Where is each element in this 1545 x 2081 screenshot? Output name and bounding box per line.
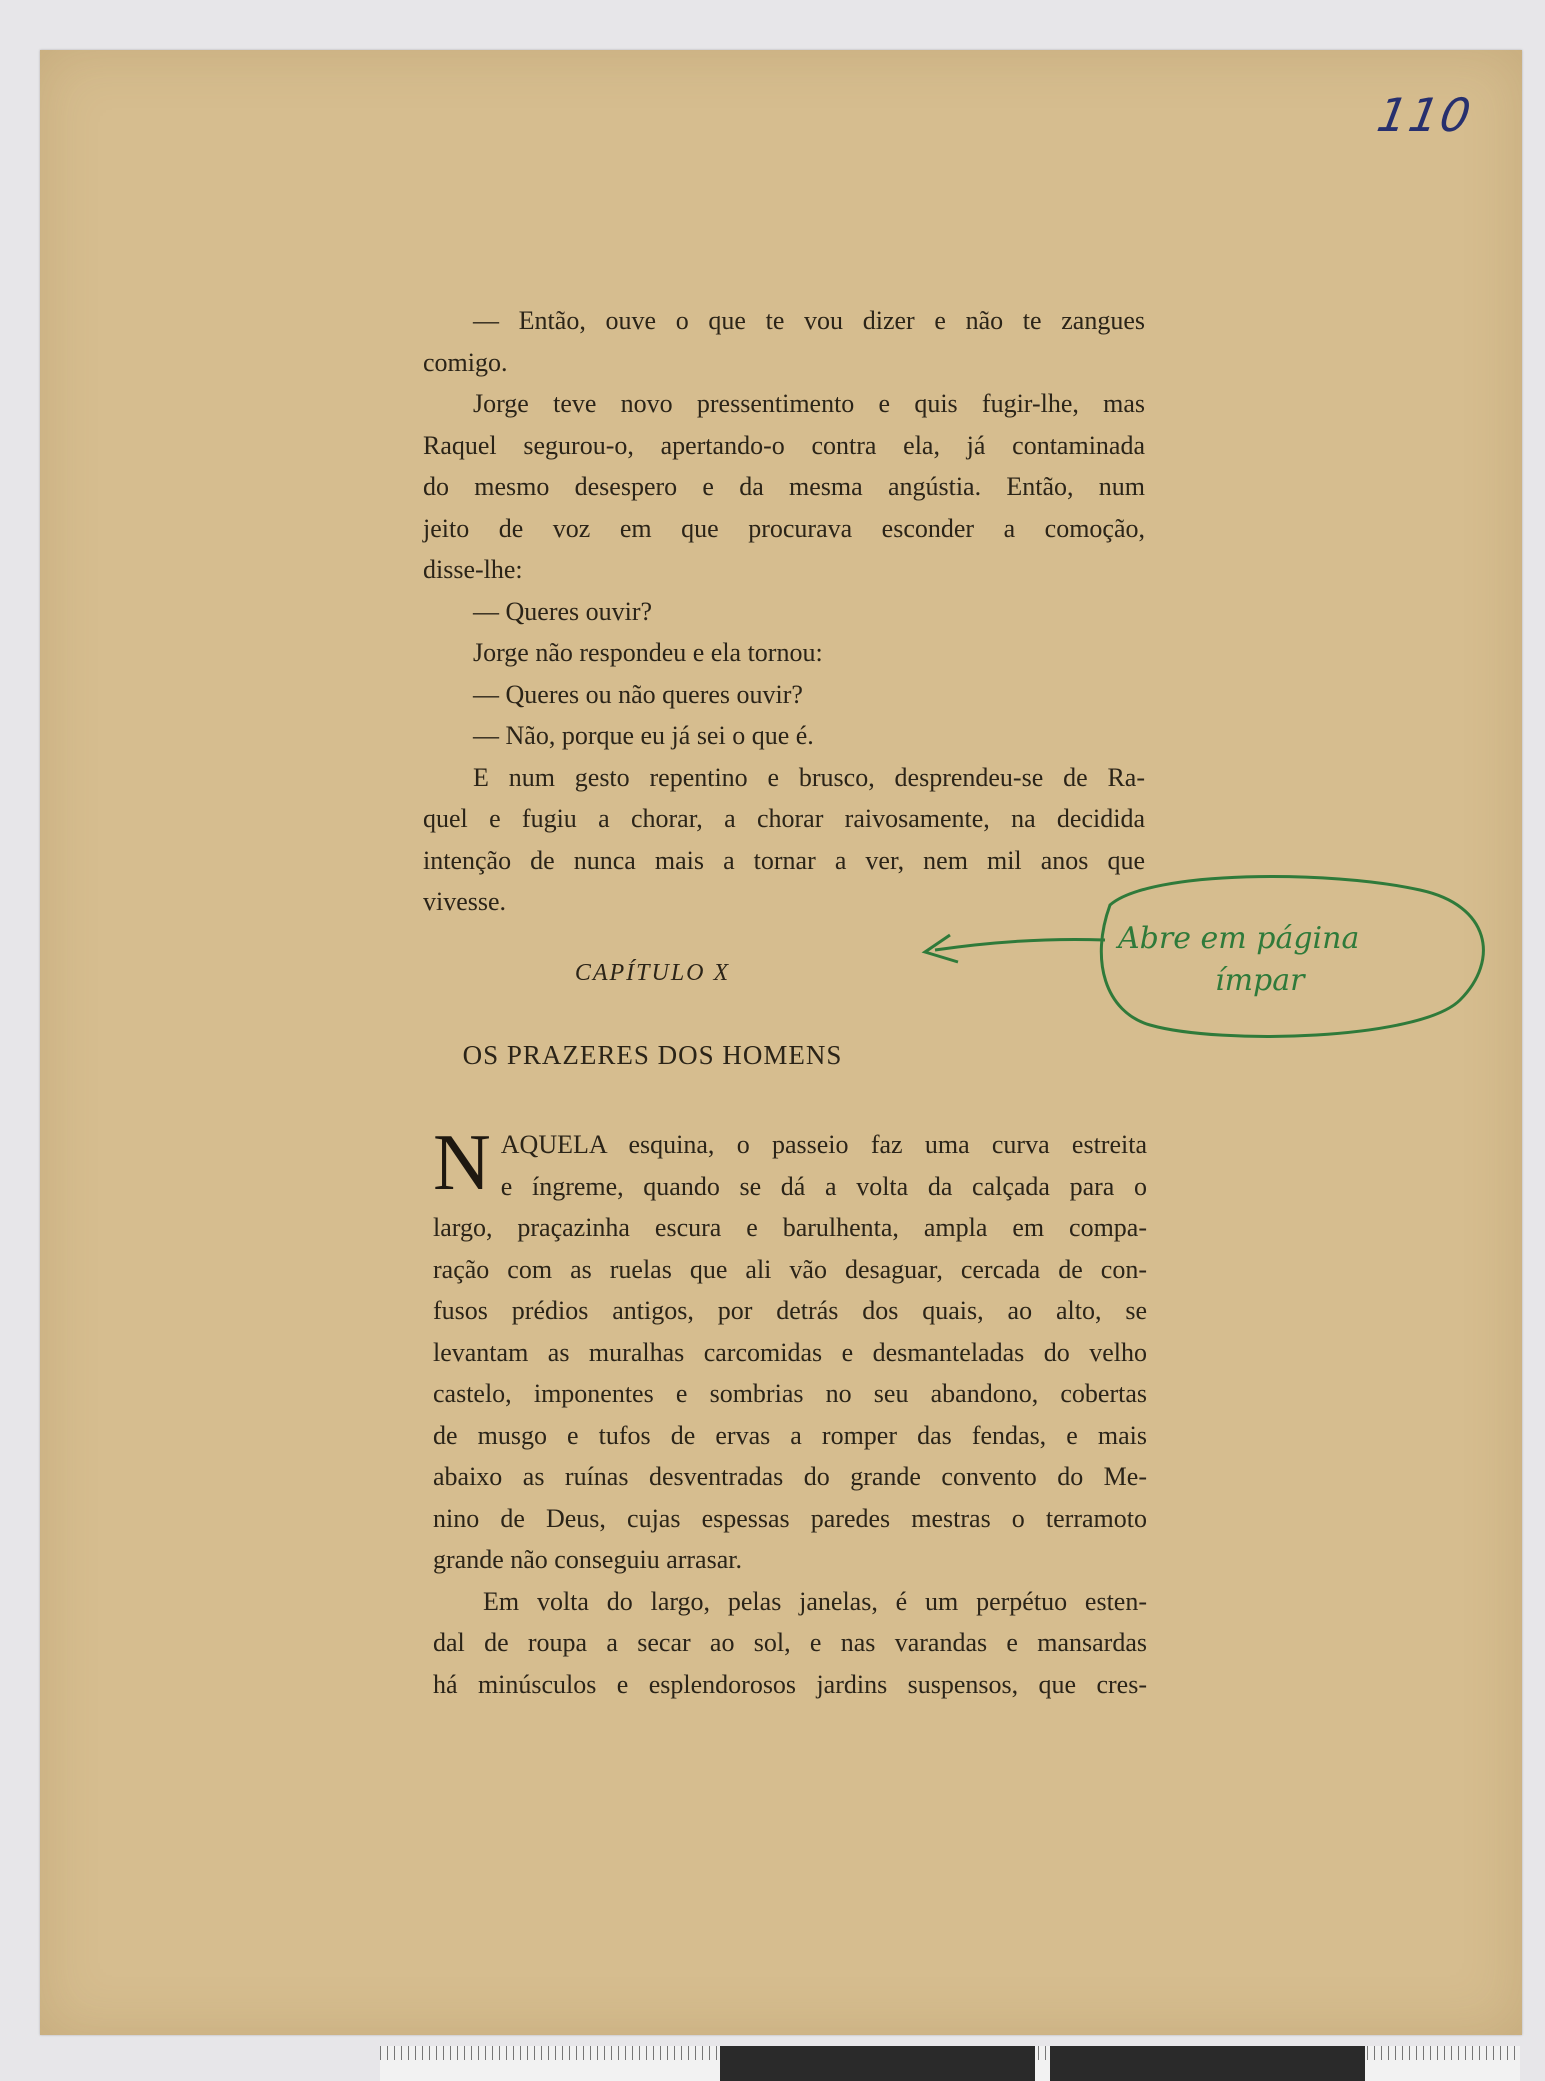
top-text-line: quel e fugiu a chorar, a chorar raivosamente, na decidida [423,804,1145,833]
body-text-line: largo, praçazinha escura e barulhenta, ampla em compa- [433,1213,1147,1242]
annotation-line-2: ímpar [1215,963,1305,998]
body-text-line: castelo, imponentes e sombrias no seu abandono, cobertas [433,1379,1147,1408]
top-text-line: Jorge teve novo pressentimento e quis fugir-lhe, mas [473,389,1145,418]
top-text-line: — Então, ouve o que te vou dizer e não te zangues [473,306,1145,335]
top-text-line: do mesmo desespero e da mesma angústia. Então, num [423,472,1145,501]
body-text-line: dal de roupa a secar ao sol, e nas varandas e mansardas [433,1628,1147,1657]
body-text-line: de musgo e tufos de ervas a romper das fendas, e mais [433,1420,1147,1450]
drop-cap-letter: N [433,1119,491,1207]
top-text-line: Jorge não respondeu e ela tornou: [473,638,823,667]
body-text-line: levantam as muralhas carcomidas e desmanteladas do velho [433,1337,1147,1367]
body-text-line: Em volta do largo, pelas janelas, é um perpétuo esten- [483,1586,1147,1616]
top-text-line: — Queres ou não queres ouvir? [473,679,803,709]
chapter-label: CAPÍTULO X [574,960,731,986]
first-line-2: e íngreme, quando se dá a volta da calçada para o [500,1171,1147,1201]
ruler-dark-bar-1 [720,2046,1035,2081]
body-text-line: nino de Deus, cujas espessas paredes mestras o terramoto [433,1503,1147,1533]
ruler-dark-bar-2 [1050,2046,1365,2081]
chapter-body-text [433,1119,1147,1705]
top-text-line: comigo. [423,347,508,377]
body-text-line: ração com as ruelas que ali vão desaguar, cercada de con- [433,1254,1147,1284]
body-text-line: grande não conseguiu arrasar. [433,1545,742,1574]
chapter-title: OS PRAZERES DOS HOMENS [462,1040,843,1070]
drop-cap-paragraph [433,1119,1147,1207]
handwritten-page-number: 110 [1373,88,1477,142]
top-text-line: — Queres ouvir? [473,596,653,626]
body-text-line: há minúsculos e esplendorosos jardins suspensos, que cres- [433,1669,1147,1699]
body-text-line: fusos prédios antigos, por detrás dos quais, ao alto, se [433,1296,1147,1325]
top-text-line: Raquel segurou-o, apertando-o contra ela, já contaminada [423,430,1145,460]
body-lines [433,1207,1147,1705]
top-text-line: — Não, porque eu já sei o que é. [473,721,814,750]
annotation-arrow-line [935,939,1105,950]
scale-ruler [380,2046,1520,2081]
annotation-line-1: Abre em página [1118,921,1360,956]
top-text-line: disse-lhe: [423,555,523,584]
top-text-line: E num gesto repentino e brusco, desprendeu-se de Ra- [473,762,1145,792]
top-text-line: intenção de nunca mais a tornar a ver, nem mil anos que [423,845,1145,875]
first-line-1: AQUELA esquina, o passeio faz uma curva estreita [500,1130,1147,1159]
top-text-line: vivesse. [423,887,507,916]
annotation-oval [1101,876,1483,1036]
top-text-line: jeito de voz em que procurava esconder a comoção, [423,513,1145,543]
body-text-line: abaixo as ruínas desventradas do grande convento do Me- [433,1462,1147,1491]
